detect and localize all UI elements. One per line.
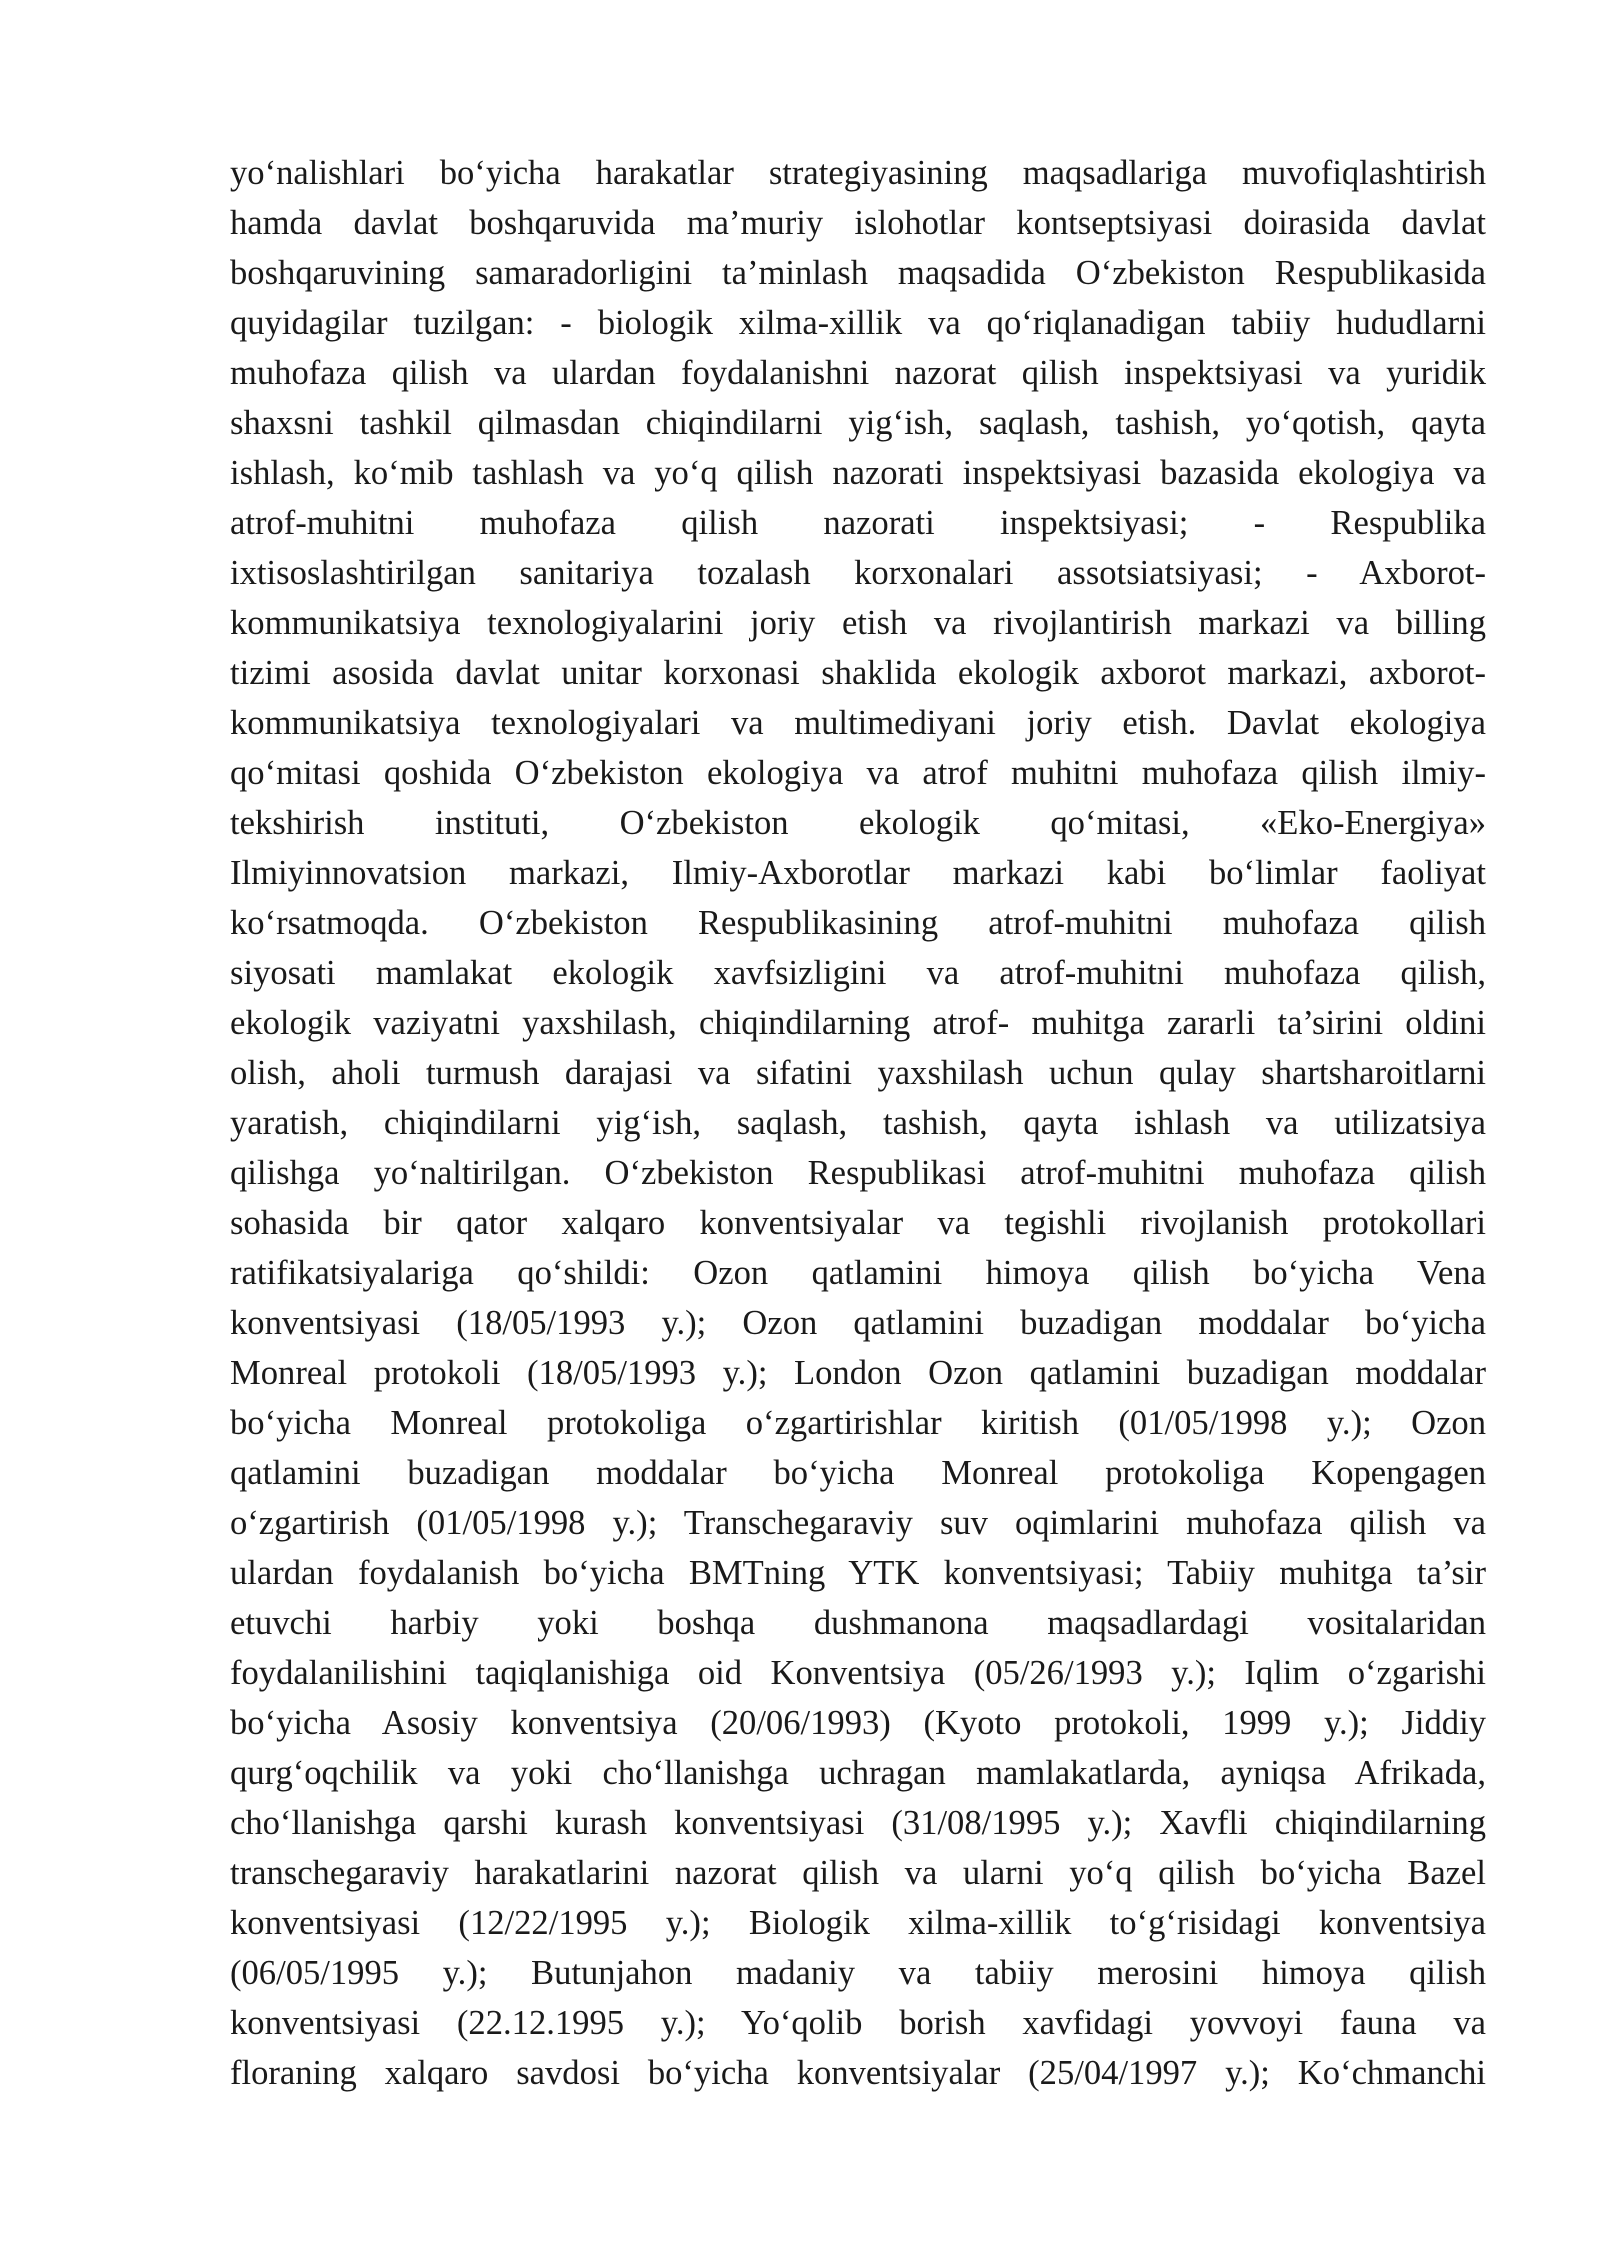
- text-line: cho‘llanishga qarshi kurash konventsiyasi (31/08/1995 y.); Xavfli chiqindilarning: [230, 1804, 1486, 1842]
- text-line: kommunikatsiya texnologiyalarini joriy etish va rivojlantirish markazi va billing: [230, 604, 1486, 642]
- text-line: bo‘yicha Monreal protokoliga o‘zgartirishlar kiritish (01/05/1998 y.); Ozon: [230, 1404, 1486, 1442]
- text-line: ratifikatsiyalariga qo‘shildi: Ozon qatlamini himoya qilish bo‘yicha Vena: [230, 1254, 1486, 1292]
- text-line: floraning xalqaro savdosi bo‘yicha konventsiyalar (25/04/1997 y.); Ko‘chmanchi: [230, 2054, 1486, 2092]
- text-line: etuvchi harbiy yoki boshqa dushmanona maqsadlardagi vositalaridan: [230, 1604, 1486, 1642]
- text-line: atrof-muhitni muhofaza qilish nazorati inspektsiyasi; - Respublika: [230, 504, 1486, 542]
- text-line: Monreal protokoli (18/05/1993 y.); London Ozon qatlamini buzadigan moddalar: [230, 1354, 1486, 1392]
- text-line: ishlash, ko‘mib tashlash va yo‘q qilish nazorati inspektsiyasi bazasida ekologiya va: [230, 454, 1486, 492]
- text-line: yo‘nalishlari bo‘yicha harakatlar strategiyasining maqsadlariga muvofiqlashtirish: [230, 154, 1486, 192]
- text-line: qo‘mitasi qoshida O‘zbekiston ekologiya va atrof muhitni muhofaza qilish ilmiy-: [230, 754, 1486, 792]
- text-line: qatlamini buzadigan moddalar bo‘yicha Monreal protokoliga Kopengagen: [230, 1454, 1486, 1492]
- text-line: bo‘yicha Asosiy konventsiya (20/06/1993) (Kyoto protokoli, 1999 y.); Jiddiy: [230, 1704, 1486, 1742]
- text-line: o‘zgartirish (01/05/1998 y.); Transchegaraviy suv oqimlarini muhofaza qilish va: [230, 1504, 1486, 1542]
- text-line: ulardan foydalanish bo‘yicha BMTning YTK konventsiyasi; Tabiiy muhitga ta’sir: [230, 1554, 1486, 1592]
- text-line: Ilmiyinnovatsion markazi, Ilmiy-Axborotlar markazi kabi bo‘limlar faoliyat: [230, 854, 1486, 892]
- text-line: transchegaraviy harakatlarini nazorat qilish va ularni yo‘q qilish bo‘yicha Bazel: [230, 1854, 1486, 1892]
- text-line: olish, aholi turmush darajasi va sifatini yaxshilash uchun qulay shartsharoitlarni: [230, 1054, 1486, 1092]
- text-line: konventsiyasi (12/22/1995 y.); Biologik xilma-xillik to‘g‘risidagi konventsiya: [230, 1904, 1486, 1942]
- text-line: tekshirish instituti, O‘zbekiston ekologik qo‘mitasi, «Eko-Energiya»: [230, 804, 1486, 842]
- text-line: ko‘rsatmoqda. O‘zbekiston Respublikasining atrof-muhitni muhofaza qilish: [230, 904, 1486, 942]
- text-line: tizimi asosida davlat unitar korxonasi shaklida ekologik axborot markazi, axborot-: [230, 654, 1486, 692]
- text-line: yaratish, chiqindilarni yig‘ish, saqlash, tashish, qayta ishlash va utilizatsiya: [230, 1104, 1486, 1142]
- text-line: konventsiyasi (18/05/1993 y.); Ozon qatlamini buzadigan moddalar bo‘yicha: [230, 1304, 1486, 1342]
- text-line: qilishga yo‘naltirilgan. O‘zbekiston Respublikasi atrof-muhitni muhofaza qilish: [230, 1154, 1486, 1192]
- text-line: konventsiyasi (22.12.1995 y.); Yo‘qolib borish xavfidagi yovvoyi fauna va: [230, 2004, 1486, 2042]
- text-line: sohasida bir qator xalqaro konventsiyalar va tegishli rivojlanish protokollari: [230, 1204, 1486, 1242]
- text-line: qurg‘oqchilik va yoki cho‘llanishga uchragan mamlakatlarda, ayniqsa Afrikada,: [230, 1754, 1486, 1792]
- text-line: foydalanilishini taqiqlanishiga oid Konventsiya (05/26/1993 y.); Iqlim o‘zgarishi: [230, 1654, 1486, 1692]
- text-line: siyosati mamlakat ekologik xavfsizligini va atrof-muhitni muhofaza qilish,: [230, 954, 1486, 992]
- text-line: hamda davlat boshqaruvida ma’muriy islohotlar kontseptsiyasi doirasida davlat: [230, 204, 1486, 242]
- text-line: shaxsni tashkil qilmasdan chiqindilarni yig‘ish, saqlash, tashish, yo‘qotish, qayta: [230, 404, 1486, 442]
- text-line: ekologik vaziyatni yaxshilash, chiqindilarning atrof- muhitga zararli ta’sirini oldini: [230, 1004, 1486, 1042]
- text-line: quyidagilar tuzilgan: - biologik xilma-xillik va qo‘riqlanadigan tabiiy hududlarni: [230, 304, 1486, 342]
- text-line: (06/05/1995 y.); Butunjahon madaniy va tabiiy merosini himoya qilish: [230, 1954, 1486, 1992]
- text-line: muhofaza qilish va ulardan foydalanishni nazorat qilish inspektsiyasi va yuridik: [230, 354, 1486, 392]
- text-line: kommunikatsiya texnologiyalari va multimediyani joriy etish. Davlat ekologiya: [230, 704, 1486, 742]
- text-line: ixtisoslashtirilgan sanitariya tozalash korxonalari assotsiatsiyasi; - Axborot-: [230, 554, 1486, 592]
- text-line: boshqaruvining samaradorligini ta’minlash maqsadida O‘zbekiston Respublikasida: [230, 254, 1486, 292]
- body-text: [230, 148, 1486, 2098]
